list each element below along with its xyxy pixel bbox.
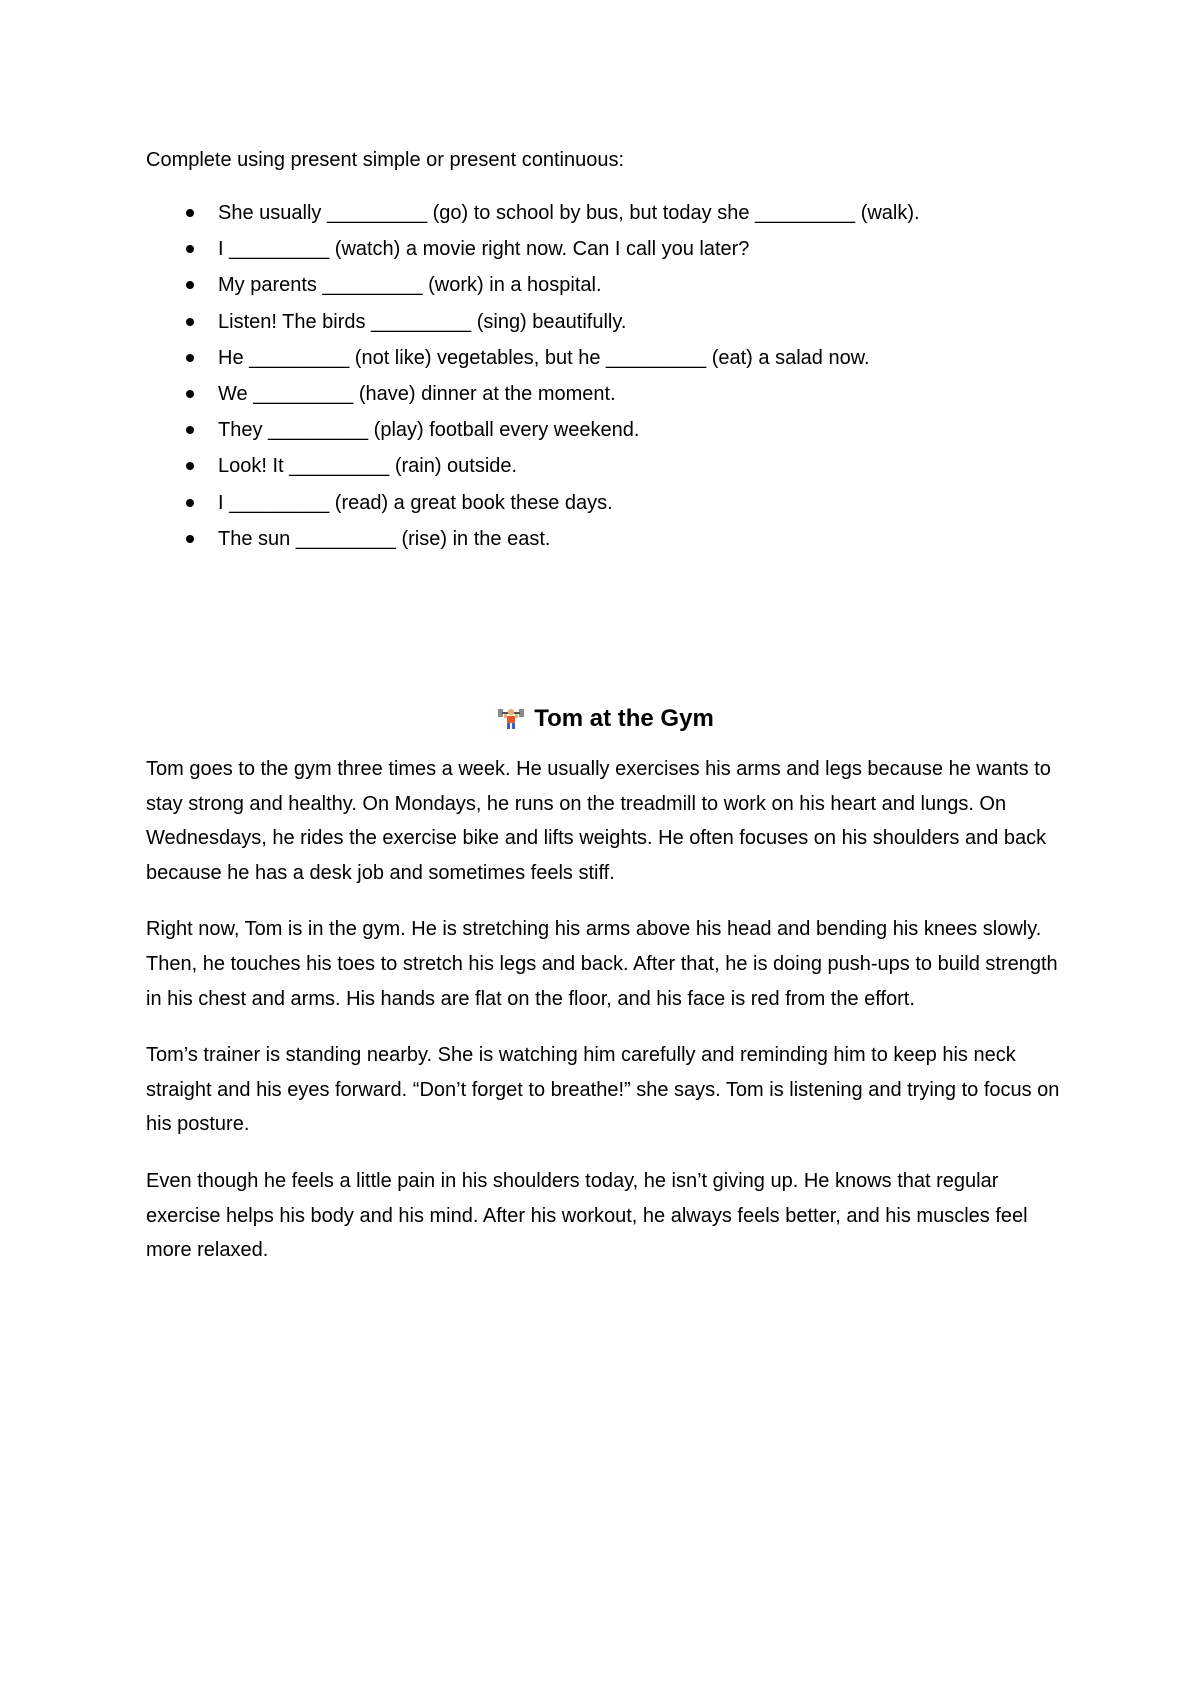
exercise-item: He _________ (not like) vegetables, but he _________ (eat) a salad now.: [146, 340, 1066, 376]
story-paragraph: Tom’s trainer is standing nearby. She is watching him carefully and reminding him to keep his neck straight and his eyes forward. “Don’t forget to breathe!” she says. Tom is listening and trying to focus on his posture.: [146, 1044, 1060, 1136]
exercise-item: The sun _________ (rise) in the east.: [146, 521, 1066, 557]
exercise-item: They _________ (play) football every weekend.: [146, 412, 1066, 448]
exercise-item: My parents _________ (work) in a hospital.: [146, 267, 1066, 303]
exercise-item: I _________ (watch) a movie right now. Can I call you later?: [146, 231, 1066, 267]
story-title-text: Tom at the Gym: [534, 705, 714, 733]
story-paragraph: Even though he feels a little pain in his shoulders today, he isn’t giving up. He knows that regular exercise helps his body and his mind. After his workout, he always feels better, and his muscles feel more relaxed.: [146, 1169, 1028, 1262]
exercise-item: She usually _________ (go) to school by bus, but today she _________ (walk).: [146, 195, 1066, 231]
exercise-item: We _________ (have) dinner at the moment.: [146, 376, 1066, 412]
exercise-list: [146, 195, 1066, 557]
exercise-item: Look! It _________ (rain) outside.: [146, 448, 1066, 484]
weightlifter-icon: [498, 706, 524, 730]
exercise-instruction: Complete using present simple or present continuous:: [146, 149, 625, 171]
exercise-item: I _________ (read) a great book these days.: [146, 485, 1066, 521]
story-title: [146, 702, 1066, 736]
story-paragraph: Right now, Tom is in the gym. He is stretching his arms above his head and bending his knees slowly. Then, he touches his toes to stretch his legs and back. After that, he is doing push-ups to build strength in his chest and arms. His hands are flat on the floor, and his face is red from the effort.: [146, 918, 1058, 1010]
exercise-item: Listen! The birds _________ (sing) beautifully.: [146, 304, 1066, 340]
story-paragraph: Tom goes to the gym three times a week. He usually exercises his arms and legs because he wants to stay strong and healthy. On Mondays, he runs on the treadmill to work on his heart and lungs. On Wednesdays, he rides the exercise bike and lifts weights. He often focuses on his shoulders and back because he has a desk job and sometimes feels stiff.: [146, 758, 1051, 884]
document-page: [146, 145, 1066, 1290]
